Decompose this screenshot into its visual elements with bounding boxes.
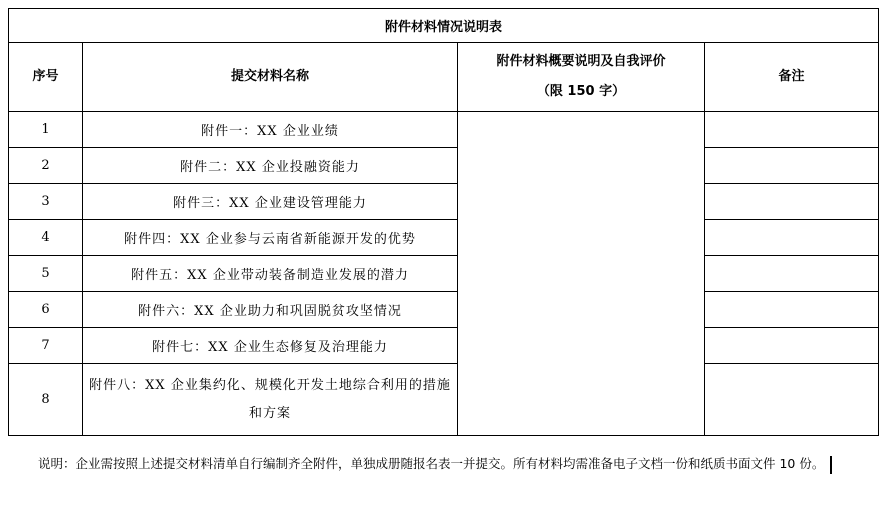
- header-summary-line2: （限 150 字）: [536, 84, 626, 99]
- header-summary: [458, 43, 705, 112]
- table-row: [9, 328, 879, 364]
- remarks-cell[interactable]: [705, 148, 879, 184]
- row-number: 2: [9, 148, 83, 184]
- row-name: 附件六：XX 企业助力和巩固脱贫攻坚情况: [83, 292, 458, 328]
- text-cursor: [830, 456, 832, 474]
- row-name: 附件一：XX 企业业绩: [83, 112, 458, 148]
- remarks-cell[interactable]: [705, 184, 879, 220]
- remarks-cell[interactable]: [705, 256, 879, 292]
- row-number: 7: [9, 328, 83, 364]
- row-name: 附件四：XX 企业参与云南省新能源开发的优势: [83, 220, 458, 256]
- row-number: 3: [9, 184, 83, 220]
- note-paragraph[interactable]: [8, 446, 878, 482]
- attachment-table: [8, 8, 879, 436]
- table-row: [9, 220, 879, 256]
- note-text: 说明：企业需按照上述提交材料清单自行编制齐全附件，单独成册随报名表一并提交。所有材料均需准备电子文档一份和纸质书面文件 10 份。: [38, 456, 825, 471]
- row-number: 1: [9, 112, 83, 148]
- row-number: 8: [9, 364, 83, 436]
- row-number: 5: [9, 256, 83, 292]
- header-remarks: 备注: [705, 43, 879, 112]
- row-name: 附件五：XX 企业带动装备制造业发展的潜力: [83, 256, 458, 292]
- table-row: [9, 364, 879, 436]
- row-name: 附件八：XX 企业集约化、规模化开发土地综合利用的措施和方案: [83, 364, 458, 436]
- row-name: 附件三：XX 企业建设管理能力: [83, 184, 458, 220]
- remarks-cell[interactable]: [705, 112, 879, 148]
- table-row: [9, 112, 879, 148]
- table-row: [9, 256, 879, 292]
- remarks-cell[interactable]: [705, 328, 879, 364]
- header-seq: 序号: [9, 43, 83, 112]
- row-name: 附件七：XX 企业生态修复及治理能力: [83, 328, 458, 364]
- table-row: [9, 184, 879, 220]
- table-row: [9, 148, 879, 184]
- remarks-cell[interactable]: [705, 364, 879, 436]
- table-row: [9, 292, 879, 328]
- table-title: 附件材料情况说明表: [9, 9, 879, 43]
- row-number: 6: [9, 292, 83, 328]
- row-name: 附件二：XX 企业投融资能力: [83, 148, 458, 184]
- header-summary-line1: 附件材料概要说明及自我评价: [496, 54, 666, 69]
- summary-cell[interactable]: [458, 112, 705, 436]
- remarks-cell[interactable]: [705, 220, 879, 256]
- row-number: 4: [9, 220, 83, 256]
- remarks-cell[interactable]: [705, 292, 879, 328]
- header-name: 提交材料名称: [83, 43, 458, 112]
